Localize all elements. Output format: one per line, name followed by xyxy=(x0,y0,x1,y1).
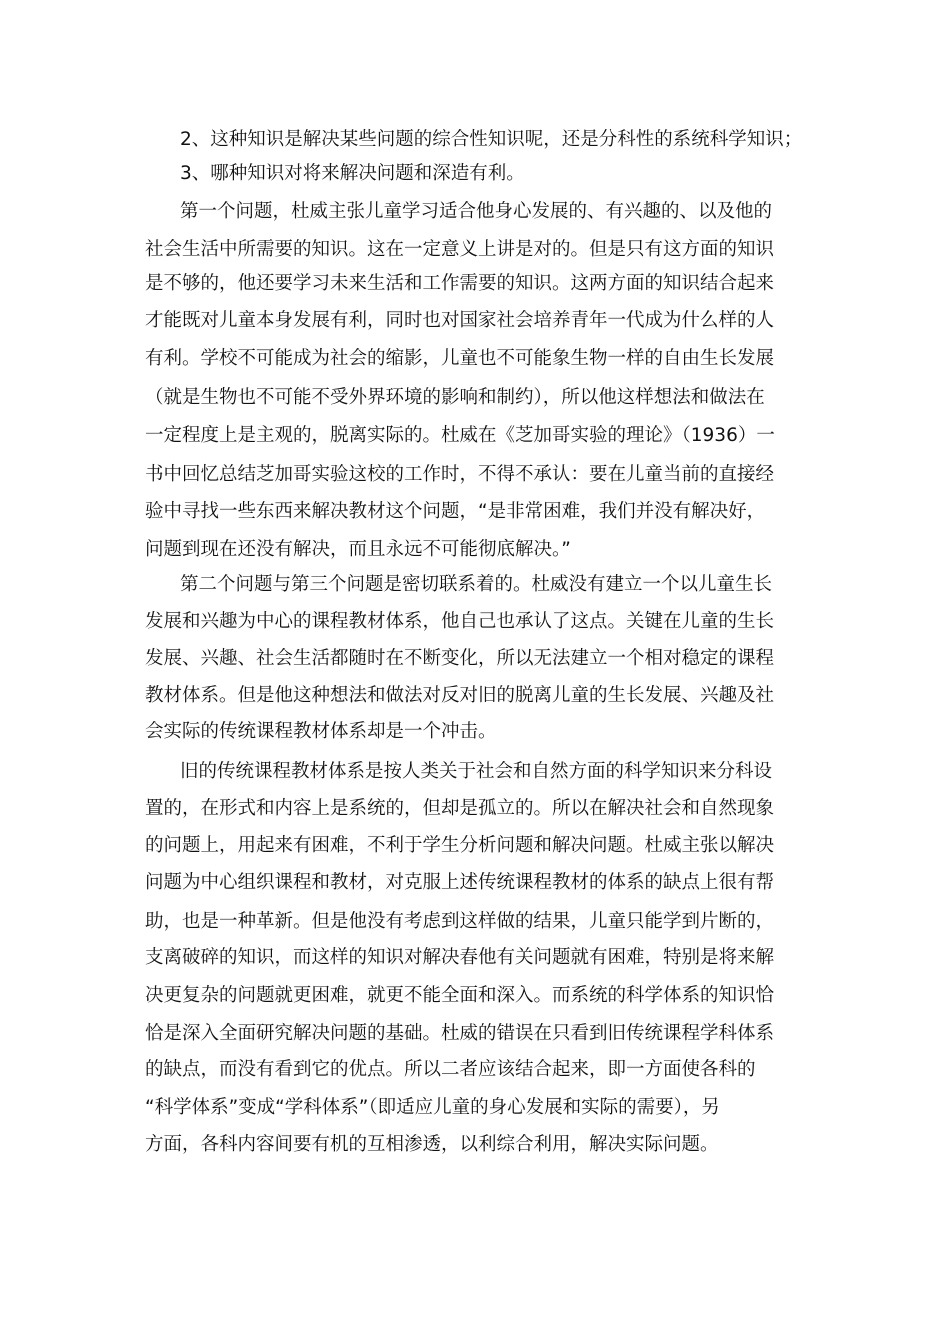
paragraph-1-line-5: 有利。学校不可能成为社会的缩影，儿童也不可能象生物一样的自由生长发展 xyxy=(145,348,775,369)
paragraph-3-line-8: 恰是深入全面研究解决问题的基础。杜威的错误在只看到旧传统课程学科体系 xyxy=(145,1023,775,1044)
paragraph-3-line-4: 问题为中心组织课程和教材，对克服上述传统课程教材的体系的缺点上很有帮 xyxy=(145,872,775,893)
paragraph-3-line-10: “科学体系”变成“学科体系”（即适应儿童的身心发展和实际的需要），另 xyxy=(145,1097,720,1118)
paragraph-1-line-6: （就是生物也不可能不受外界环境的影响和制约），所以他这样想法和做法在 xyxy=(145,387,765,408)
text-line-2: 3、哪种知识对将来解决问题和深造有利。 xyxy=(180,163,525,184)
paragraph-3-line-7: 决更复杂的问题就更困难，就更不能全面和深入。而系统的科学体系的知识恰 xyxy=(145,985,775,1006)
paragraph-1-line-1: 第一个问题，杜威主张儿童学习适合他身心发展的、有兴趣的、以及他的 xyxy=(180,201,773,222)
paragraph-2-line-2: 发展和兴趣为中心的课程教材体系，他自己也承认了这点。关键在儿童的生长 xyxy=(145,611,775,632)
paragraph-1-line-9: 验中寻找一些东西来解决教材这个问题，“是非常困难，我们并没有解决好， xyxy=(145,501,766,522)
paragraph-2-line-4: 教材体系。但是他这种想法和做法对反对旧的脱离儿童的生长发展、兴趣及社 xyxy=(145,685,775,706)
paragraph-3-line-5: 助，也是一种革新。但是他没有考虑到这样做的结果，儿童只能学到片断的， xyxy=(145,911,775,932)
paragraph-3-line-11: 方面，各科内容间要有机的互相渗透，以利综合利用，解决实际问题。 xyxy=(145,1134,719,1155)
paragraph-3-line-3: 的问题上，用起来有困难，不利于学生分析问题和解决问题。杜威主张以解决 xyxy=(145,835,775,856)
paragraph-1-line-3: 是不够的，他还要学习未来生活和工作需要的知识。这两方面的知识结合起来 xyxy=(145,273,775,294)
paragraph-3-line-1: 旧的传统课程教材体系是按人类关于社会和自然方面的科学知识来分科设 xyxy=(180,761,773,782)
paragraph-3-line-9: 的缺点，而没有看到它的优点。所以二者应该结合起来，即一方面使各科的 xyxy=(145,1059,756,1080)
text-line-1: 2、这种知识是解决某些问题的综合性知识呢，还是分科性的系统科学知识； xyxy=(180,129,803,150)
paragraph-3-line-2: 置的，在形式和内容上是系统的，但却是孤立的。所以在解决社会和自然现象 xyxy=(145,798,775,819)
paragraph-3-line-6: 支离破碎的知识，而这样的知识对解决春他有关问题就有困难，特别是将来解 xyxy=(145,947,775,968)
paragraph-2-line-3: 发展、兴趣、社会生活都随时在不断变化，所以无法建立一个相对稳定的课程 xyxy=(145,648,775,669)
paragraph-1-line-4: 才能既对儿童本身发展有利，同时也对国家社会培养青年一代成为什么样的人 xyxy=(145,310,775,331)
paragraph-1-line-7: 一定程度上是主观的，脱离实际的。杜威在《芝加哥实验的理论》（1936）一 xyxy=(145,425,775,446)
paragraph-2-line-1: 第二个问题与第三个问题是密切联系着的。杜威没有建立一个以儿童生长 xyxy=(180,574,773,595)
paragraph-1-line-2: 社会生活中所需要的知识。这在一定意义上讲是对的。但是只有这方面的知识 xyxy=(145,239,775,260)
paragraph-1-line-10: 问题到现在还没有解决，而且永远不可能彻底解决。” xyxy=(145,539,571,560)
paragraph-1-line-8: 书中回忆总结芝加哥实验这校的工作时，不得不承认：要在儿童当前的直接经 xyxy=(145,464,775,485)
paragraph-2-line-5: 会实际的传统课程教材体系却是一个冲击。 xyxy=(145,721,497,742)
